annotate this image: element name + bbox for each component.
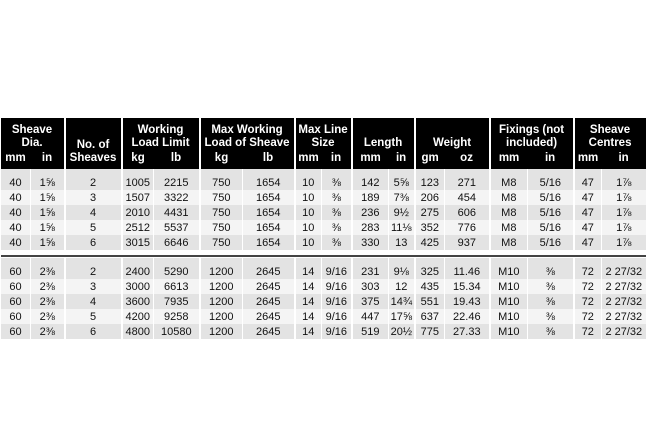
table-cell: M8	[490, 205, 528, 220]
table-cell: 271	[445, 169, 490, 190]
unit-label: in	[31, 150, 65, 169]
header-sheave-dia: Sheave Dia.	[1, 118, 65, 150]
header-fixings: Fixings (not included)	[490, 118, 574, 150]
table-cell: 1654	[243, 235, 295, 250]
table-cell: M10	[490, 324, 528, 339]
table-cell: 6613	[154, 279, 200, 294]
table-cell: ⅜	[322, 190, 352, 205]
table-cell: 10	[295, 205, 322, 220]
table-cell: 275	[415, 205, 445, 220]
table-cell: 6	[65, 235, 122, 250]
table-cell: 5537	[154, 220, 200, 235]
table-cell: 1⅝	[31, 220, 65, 235]
table-cell: 2400	[122, 258, 154, 279]
table-cell: 142	[352, 169, 389, 190]
table-cell: 47	[574, 190, 602, 205]
table-cell: 72	[574, 309, 602, 324]
table-cell: 47	[574, 205, 602, 220]
table-cell: 1⅞	[602, 235, 646, 250]
table-cell: 10	[295, 220, 322, 235]
table-cell: 11⅛	[389, 220, 415, 235]
table-row	[1, 205, 646, 220]
table-cell: 47	[574, 220, 602, 235]
table-row	[1, 279, 646, 294]
header-no-of-sheaves: No. of Sheaves	[65, 118, 122, 169]
table-cell: 1507	[122, 190, 154, 205]
table-cell: 750	[200, 220, 243, 235]
table-cell: 6	[65, 324, 122, 339]
table-cell: 2645	[243, 279, 295, 294]
table-cell: 1005	[122, 169, 154, 190]
table-cell: 1654	[243, 169, 295, 190]
table-row	[1, 169, 646, 190]
table-cell: 60	[1, 324, 31, 339]
table-cell: 123	[415, 169, 445, 190]
table-cell: 1⅞	[602, 220, 646, 235]
table-cell: M10	[490, 294, 528, 309]
table-cell: 5/16	[528, 169, 574, 190]
table-cell: 1⅝	[31, 190, 65, 205]
table-cell: 10	[295, 235, 322, 250]
table-cell: 435	[415, 279, 445, 294]
table-cell: 3600	[122, 294, 154, 309]
table-cell: 2⅜	[31, 279, 65, 294]
table-cell: 5	[65, 309, 122, 324]
table-cell: 775	[415, 324, 445, 339]
table-cell: 231	[352, 258, 389, 279]
table-cell: ⅜	[322, 235, 352, 250]
table-cell: 325	[415, 258, 445, 279]
unit-label: mm	[352, 150, 389, 169]
table-cell: 1200	[200, 309, 243, 324]
table-cell: 3015	[122, 235, 154, 250]
table-cell: 303	[352, 279, 389, 294]
table-cell: 72	[574, 258, 602, 279]
table-cell: 1654	[243, 220, 295, 235]
table-cell: M8	[490, 169, 528, 190]
table-cell: 750	[200, 169, 243, 190]
unit-label: lb	[243, 150, 295, 169]
table-cell: 2	[65, 258, 122, 279]
table-cell: 9/16	[322, 294, 352, 309]
specification-table	[0, 118, 646, 339]
table-cell: 72	[574, 279, 602, 294]
unit-label: gm	[415, 150, 445, 169]
table-cell: 9/16	[322, 258, 352, 279]
table-cell: 40	[1, 235, 31, 250]
table-cell: 40	[1, 190, 31, 205]
table-cell: ⅜	[528, 294, 574, 309]
table-cell: 22.46	[445, 309, 490, 324]
table-cell: 2215	[154, 169, 200, 190]
table-cell: M10	[490, 279, 528, 294]
table-cell: 2 27/32	[602, 258, 646, 279]
table-cell: ⅜	[528, 279, 574, 294]
unit-label: lb	[154, 150, 200, 169]
table-cell: 14	[295, 279, 322, 294]
table-cell: 14¾	[389, 294, 415, 309]
table-cell: 1⅝	[31, 205, 65, 220]
table-cell: 2645	[243, 309, 295, 324]
table-header	[1, 118, 646, 169]
header-working-load-limit: Working Load Limit	[122, 118, 200, 150]
table-cell: 20½	[389, 324, 415, 339]
table-cell: 189	[352, 190, 389, 205]
table-cell: 13	[389, 235, 415, 250]
table-cell: 1⅞	[602, 169, 646, 190]
header-length: Length	[352, 118, 415, 150]
table-row	[1, 324, 646, 339]
table-cell: 60	[1, 294, 31, 309]
table-cell: 14	[295, 258, 322, 279]
header-title-row	[1, 118, 646, 150]
table-cell: 5	[65, 220, 122, 235]
table-cell: 750	[200, 205, 243, 220]
table-cell: 236	[352, 205, 389, 220]
table-cell: 3	[65, 190, 122, 205]
table-cell: 3000	[122, 279, 154, 294]
table-cell: 352	[415, 220, 445, 235]
table-cell: 2 27/32	[602, 324, 646, 339]
table-cell: M10	[490, 258, 528, 279]
table-cell: 4431	[154, 205, 200, 220]
table-cell: 27.33	[445, 324, 490, 339]
table-cell: 14	[295, 309, 322, 324]
table-cell: 2⅜	[31, 324, 65, 339]
table-cell: 2⅜	[31, 309, 65, 324]
unit-label: mm	[295, 150, 322, 169]
table-row	[1, 309, 646, 324]
table-cell: 2	[65, 169, 122, 190]
table-cell: 2 27/32	[602, 279, 646, 294]
table-cell: 14	[295, 294, 322, 309]
table-cell: 454	[445, 190, 490, 205]
table-cell: ⅜	[528, 324, 574, 339]
header-max-working-load: Max Working Load of Sheave	[200, 118, 295, 150]
table-cell: 10	[295, 190, 322, 205]
table-cell: 9½	[389, 205, 415, 220]
table-cell: ⅜	[322, 169, 352, 190]
table-cell: 937	[445, 235, 490, 250]
unit-label: mm	[1, 150, 31, 169]
table-cell: 637	[415, 309, 445, 324]
table-cell: 2⅜	[31, 294, 65, 309]
table-cell: 40	[1, 169, 31, 190]
table-cell: 5/16	[528, 220, 574, 235]
table-cell: 4	[65, 205, 122, 220]
table-cell: 5⅝	[389, 169, 415, 190]
table-cell: 1654	[243, 205, 295, 220]
table-cell: M8	[490, 190, 528, 205]
table-cell: 375	[352, 294, 389, 309]
table-cell: ⅜	[528, 309, 574, 324]
table-cell: 1⅞	[602, 190, 646, 205]
unit-label: oz	[445, 150, 490, 169]
table-cell: 9258	[154, 309, 200, 324]
unit-label: in	[602, 150, 646, 169]
table-cell: 206	[415, 190, 445, 205]
table-cell: 12	[389, 279, 415, 294]
table-cell: 750	[200, 235, 243, 250]
table-cell: 2645	[243, 324, 295, 339]
table-cell: 2512	[122, 220, 154, 235]
table-cell: 9⅛	[389, 258, 415, 279]
table-cell: 3	[65, 279, 122, 294]
unit-label: in	[322, 150, 352, 169]
table-cell: 1⅝	[31, 235, 65, 250]
table-cell: 1200	[200, 324, 243, 339]
table-cell: 1⅝	[31, 169, 65, 190]
table-cell: 551	[415, 294, 445, 309]
table-cell: 2⅜	[31, 258, 65, 279]
table-cell: 11.46	[445, 258, 490, 279]
table-cell: 1200	[200, 279, 243, 294]
table-cell: 60	[1, 309, 31, 324]
table-body	[1, 169, 646, 339]
table-cell: 2010	[122, 205, 154, 220]
table-cell: M10	[490, 309, 528, 324]
table-cell: 1200	[200, 294, 243, 309]
unit-label: in	[528, 150, 574, 169]
table-cell: 9/16	[322, 324, 352, 339]
table-cell: 7935	[154, 294, 200, 309]
table-cell: 2 27/32	[602, 294, 646, 309]
unit-label: kg	[200, 150, 243, 169]
table-cell: 14	[295, 324, 322, 339]
table-cell: 47	[574, 169, 602, 190]
table-cell: 5290	[154, 258, 200, 279]
table-cell: 2645	[243, 258, 295, 279]
table-cell: 1200	[200, 258, 243, 279]
table-cell: 4800	[122, 324, 154, 339]
unit-label: mm	[490, 150, 528, 169]
separator-line	[1, 255, 646, 257]
table-cell: 1⅞	[602, 205, 646, 220]
table-cell: 40	[1, 220, 31, 235]
unit-label: kg	[122, 150, 154, 169]
table-cell: 776	[445, 220, 490, 235]
table-cell: 5/16	[528, 190, 574, 205]
table-cell: 72	[574, 324, 602, 339]
table-cell: 5/16	[528, 205, 574, 220]
table-row	[1, 235, 646, 250]
table-cell: 60	[1, 258, 31, 279]
table-cell: ⅜	[322, 220, 352, 235]
table-row	[1, 190, 646, 205]
table-cell: 17⅝	[389, 309, 415, 324]
table-row	[1, 258, 646, 279]
table-cell: 10	[295, 169, 322, 190]
table-cell: 606	[445, 205, 490, 220]
table-cell: 9/16	[322, 279, 352, 294]
group-separator	[1, 250, 646, 258]
table-cell: 330	[352, 235, 389, 250]
table-cell: 4200	[122, 309, 154, 324]
table-cell: 40	[1, 205, 31, 220]
table-cell: 7⅜	[389, 190, 415, 205]
table-cell: ⅜	[322, 205, 352, 220]
table-row	[1, 294, 646, 309]
table-cell: 2 27/32	[602, 309, 646, 324]
table-cell: 60	[1, 279, 31, 294]
table-cell: 10580	[154, 324, 200, 339]
table-cell: 6646	[154, 235, 200, 250]
header-weight: Weight	[415, 118, 490, 150]
table-cell: 9/16	[322, 309, 352, 324]
table-cell: 5/16	[528, 235, 574, 250]
table-cell: 47	[574, 235, 602, 250]
table-cell: 19.43	[445, 294, 490, 309]
table-row	[1, 220, 646, 235]
unit-label: mm	[574, 150, 602, 169]
header-sheave-centres: Sheave Centres	[574, 118, 646, 150]
table-cell: 15.34	[445, 279, 490, 294]
table-cell: 750	[200, 190, 243, 205]
table-cell: 72	[574, 294, 602, 309]
table-cell: 447	[352, 309, 389, 324]
unit-label: in	[389, 150, 415, 169]
header-max-line-size: Max Line Size	[295, 118, 352, 150]
table-cell: ⅜	[528, 258, 574, 279]
table-cell: 4	[65, 294, 122, 309]
table-cell: M8	[490, 220, 528, 235]
table-cell: 2645	[243, 294, 295, 309]
table-cell: M8	[490, 235, 528, 250]
table-cell: 1654	[243, 190, 295, 205]
table-cell: 283	[352, 220, 389, 235]
table-cell: 425	[415, 235, 445, 250]
table-cell: 3322	[154, 190, 200, 205]
table-cell: 519	[352, 324, 389, 339]
